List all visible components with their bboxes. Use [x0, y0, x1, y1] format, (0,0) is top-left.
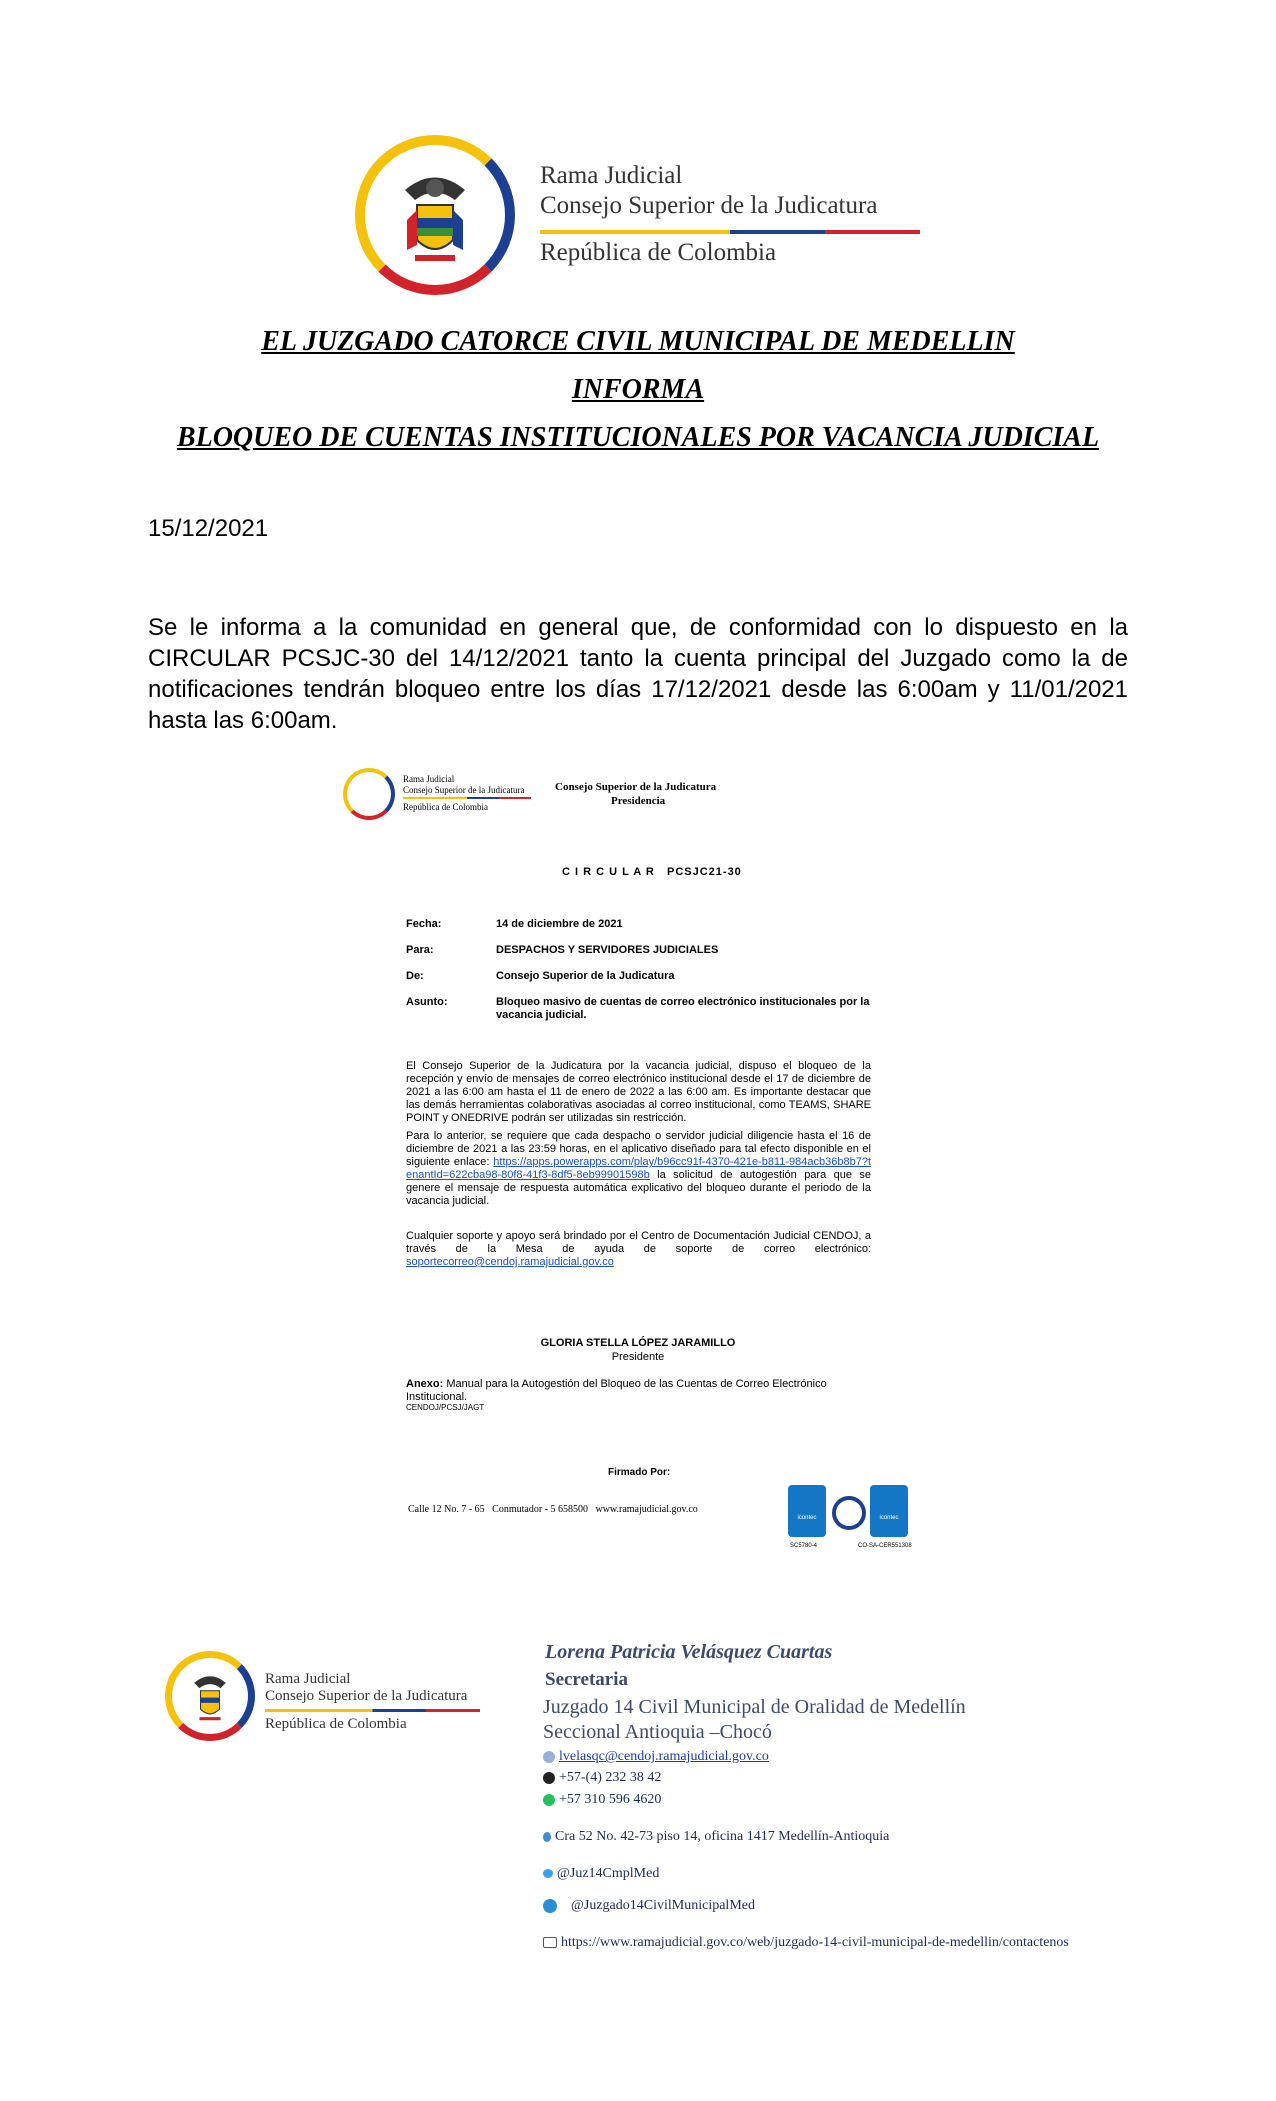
heading-subject: BLOQUEO DE CUENTAS INSTITUCIONALES POR VACANCIA JUDICIAL — [176, 422, 1100, 453]
anexo-label: Anexo: — [406, 1378, 444, 1390]
support-email-link[interactable]: soportecorreo@cendoj.ramajudicial.gov.co — [406, 1256, 614, 1268]
brand-line-2: Consejo Superior de la Judicatura — [540, 192, 878, 219]
notice-date: 15/12/2021 — [148, 515, 269, 542]
brand-line-1: Rama Judicial — [540, 162, 683, 189]
circular-org-line-2: Presidencia — [611, 795, 666, 807]
circular-org-line-1: Consejo Superior de la Judicatura — [555, 781, 717, 793]
signer-name: GLORIA STELLA LÓPEZ JARAMILLO — [540, 1337, 736, 1349]
address-row — [543, 1829, 889, 1845]
circular-paragraph-2 — [406, 1130, 871, 1208]
circular-paragraph-3-text: Cualquier soporte y apoyo será brindado por el Centro de Documentación Judicial CENDOJ, a través de la Mesa de ayuda de soporte de correo electrónico: — [406, 1230, 871, 1255]
signature-logo-line-1: Rama Judicial — [265, 1671, 351, 1687]
web-row — [543, 1935, 1069, 1951]
fecha-value: 14 de diciembre de 2021 — [496, 918, 623, 930]
heading-court: EL JUZGADO CATORCE CIVIL MUNICIPAL DE MEDELLIN — [261, 326, 1015, 357]
signature-logo-line-2: Consejo Superior de la Judicatura — [265, 1688, 468, 1704]
icontec-badge-2-icon — [870, 1485, 908, 1537]
email-icon — [543, 1751, 555, 1763]
circular-logo-line-3: República de Colombia — [403, 802, 488, 812]
heading-informa: INFORMA — [571, 374, 705, 405]
telegram-handle[interactable]: @Juzgado14CivilMunicipalMed — [571, 1898, 755, 1913]
signature-tricolor-rule — [265, 1709, 480, 1712]
para-label: Para: — [406, 944, 434, 956]
signature-coat-of-arms-icon — [188, 1667, 232, 1725]
signature-logo-line-3: República de Colombia — [265, 1716, 407, 1732]
phone-icon — [543, 1772, 555, 1784]
de-value: Consejo Superior de la Judicatura — [496, 970, 675, 982]
signer-role: Presidente — [611, 1351, 665, 1363]
para-value: DESPACHOS Y SERVIDORES JUDICIALES — [496, 944, 719, 956]
phone-row — [543, 1770, 661, 1786]
tricolor-rule — [540, 230, 920, 234]
icontec-badge-2-text: icontec — [879, 1515, 899, 1521]
secretary-name: Lorena Patricia Velásquez Cuartas — [545, 1641, 833, 1663]
circular-paragraph-1: El Consejo Superior de la Judicatura por la vacancia judicial, dispuso el bloqueo de la recepción y envío de mensajes de correo electrónico institucional desde el 17 de diciembre de 2021 a las 6:00 am hasta el 11 de enero de 2022 a las 6:00 am. Es importante destacar que las demás herramientas colaborativas asociadas al correo institucional, como TEAMS, SHARE POINT y ONEDRIVE podrán ser utilizadas sin restricción. — [406, 1060, 871, 1124]
badge-2-code: CO-SA-CER551308 — [858, 1543, 912, 1549]
badge-1-code: SC5780-4 — [790, 1543, 818, 1549]
circular-ref: CENDOJ/PCSJ/JAGT — [406, 1403, 485, 1412]
circular-logo-line-1: Rama Judicial — [403, 774, 455, 784]
whatsapp-number: +57 310 596 4620 — [559, 1792, 662, 1807]
de-label: De: — [406, 970, 424, 982]
notice-paragraph: Se le informa a la comunidad en general que, de conformidad con lo dispuesto en la CIRCULAR PCSJC-30 del 14/12/2021 tanto la cuenta principal del Juzgado como la de notificaciones tendrán bloqueo entre los días 17/12/2021 desde las 6:00am y 11/01/2021 hasta las 6:00am. — [148, 614, 1128, 734]
court-name: Juzgado 14 Civil Municipal de Oralidad de Medellín — [543, 1696, 966, 1718]
email-row — [543, 1749, 769, 1765]
coat-of-arms-icon — [395, 160, 475, 270]
circular-paragraph-3 — [406, 1230, 871, 1269]
court-section: Seccional Antioquia –Chocó — [543, 1721, 772, 1743]
asunto-value: Bloqueo masivo de cuentas de correo electrónico institucionales por la vacancia judicial. — [496, 996, 870, 1021]
asunto-label: Asunto: — [406, 996, 448, 1008]
circular-paragraph-2-tail: la solicitud de autogestión para que se genere el mensaje de respuesta automática explicativo del bloqueo durante el periodo de la vacancia judicial. — [406, 1169, 871, 1207]
secretary-role: Secretaria — [545, 1669, 628, 1690]
firmado-por: Firmado Por: — [608, 1467, 671, 1478]
email-link[interactable]: lvelasqc@cendoj.ramajudicial.gov.co — [559, 1749, 769, 1764]
icontec-badge-1-text: icontec — [797, 1515, 817, 1521]
circular-logo-line-2: Consejo Superior de la Judicatura — [403, 785, 525, 795]
twitter-icon — [543, 1869, 553, 1878]
circular-seal-icon — [343, 768, 395, 820]
circular-title: C I R C U L A R PCSJC21-30 — [562, 866, 742, 878]
iqnet-seal-icon — [832, 1496, 866, 1530]
twitter-handle[interactable]: @Juz14CmplMed — [557, 1866, 660, 1881]
anexo-value: Manual para la Autogestión del Bloqueo de las Cuentas de Correo Electrónico Institucional. — [406, 1378, 827, 1403]
location-pin-icon — [543, 1832, 551, 1842]
circular-paragraph-2-text: Para lo anterior, se requiere que cada despacho o servidor judicial diligencie hasta el 16 de diciembre de 2021 a las 23:59 horas, en el aplicativo diseñado para tal efecto disponible en el siguiente enlace: — [406, 1130, 871, 1168]
brand-line-3: República de Colombia — [540, 239, 777, 266]
twitter-row — [543, 1866, 659, 1882]
whatsapp-icon — [543, 1794, 555, 1806]
web-icon — [543, 1937, 557, 1948]
fecha-label: Fecha: — [406, 918, 442, 930]
court-address: Cra 52 No. 42-73 piso 14, oficina 1417 Medellín-Antioquia — [555, 1829, 890, 1844]
web-link[interactable]: https://www.ramajudicial.gov.co/web/juzgado-14-civil-municipal-de-medellin/contactenos — [561, 1935, 1069, 1950]
circular-tricolor-rule — [403, 797, 531, 799]
phone-number: +57-(4) 232 38 42 — [559, 1770, 662, 1785]
whatsapp-row — [543, 1792, 661, 1808]
telegram-icon — [543, 1899, 557, 1913]
telegram-row — [543, 1898, 755, 1914]
powerapps-link[interactable]: https://apps.powerapps.com/play/b96cc91f-4370-421e-b811-984acb36b8b7?tenantId=622cba98-80f8-41f3-8df5-8eb99901598b — [406, 1156, 872, 1181]
circular-footer-address: Calle 12 No. 7 - 65 Conmutador - 5 658500 www.ramajudicial.gov.co — [408, 1504, 698, 1515]
icontec-badge-1-icon — [788, 1485, 826, 1537]
